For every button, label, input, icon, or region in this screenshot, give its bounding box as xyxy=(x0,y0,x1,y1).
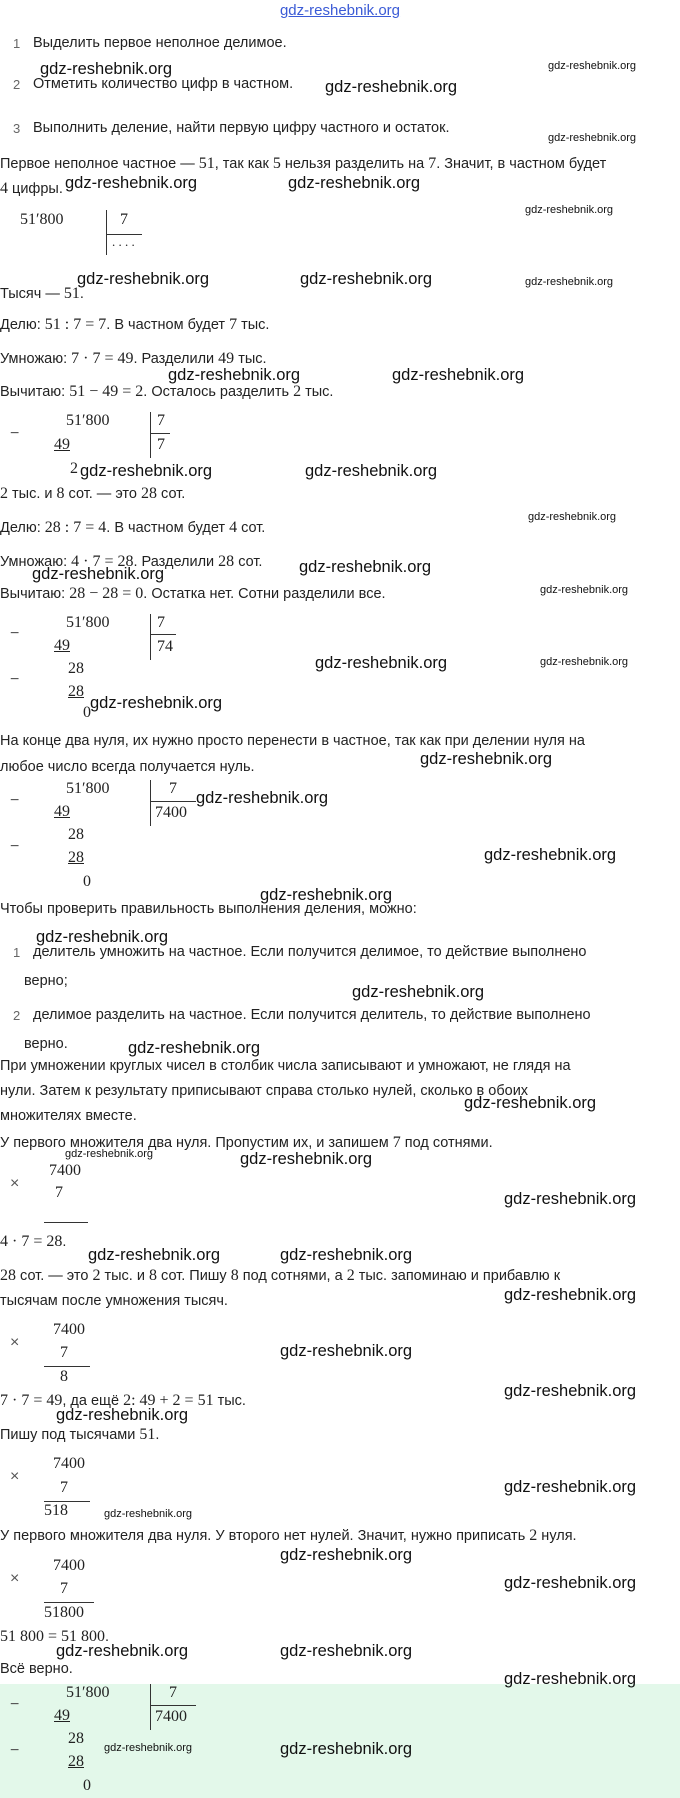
watermark: gdz-reshebnik.org xyxy=(128,1039,261,1057)
watermark: gdz-reshebnik.org xyxy=(260,886,393,904)
watermark: gdz-reshebnik.org xyxy=(315,654,448,672)
step-text: Выполнить деление, найти первую цифру частного и остаток. xyxy=(33,120,450,136)
watermark: gdz-reshebnik.org xyxy=(528,511,617,523)
division-bar xyxy=(150,412,151,458)
watermark: gdz-reshebnik.org xyxy=(32,565,165,583)
paragraph-line: Первое неполное частное — 51, так как 5 нельзя разделить на 7. Значит, в частном будет xyxy=(0,155,607,172)
text-line: Всё верно. xyxy=(0,1661,73,1677)
watermark: gdz-reshebnik.org xyxy=(36,928,169,946)
watermark: gdz-reshebnik.org xyxy=(540,584,629,596)
watermark: gdz-reshebnik.org xyxy=(80,462,213,480)
list-number: 1 xyxy=(13,945,21,960)
watermark: gdz-reshebnik.org xyxy=(280,1642,413,1660)
paragraph-line: 28 сот. — это 2 тыс. и 8 сот. Пишу 8 под сотнями, а 2 тыс. запоминаю и прибавлю к xyxy=(0,1267,561,1284)
watermark: gdz-reshebnik.org xyxy=(65,174,198,192)
product: 518 xyxy=(44,1502,68,1519)
step-text: Выделить первое неполное делимое. xyxy=(33,35,287,51)
list-item: делитель умножить на частное. Если получится делимое, то действие выполнено xyxy=(33,944,587,960)
dividend: 51′800 xyxy=(20,211,64,228)
paragraph-line: На конце два нуля, их нужно просто перенести в частное, так как при делении нуля на xyxy=(0,733,585,749)
multiplicand: 7400 xyxy=(53,1455,85,1472)
remainder: 0 xyxy=(83,704,91,721)
watermark: gdz-reshebnik.org xyxy=(325,78,458,96)
watermark: gdz-reshebnik.org xyxy=(525,204,614,216)
text-line: 2 тыс. и 8 сот. — это 28 сот. xyxy=(0,485,186,502)
watermark: gdz-reshebnik.org xyxy=(77,270,210,288)
minus-sign: − xyxy=(10,425,20,442)
intermediate: 28 xyxy=(68,660,84,677)
step-text: Отметить количество цифр в частном. xyxy=(33,76,294,92)
remainder: 0 xyxy=(83,873,91,890)
multiplier: 7 xyxy=(60,1344,68,1361)
division-line xyxy=(150,1705,196,1706)
multiply-sign: × xyxy=(10,1468,20,1485)
text-line: Пишу под тысячами 51. xyxy=(0,1426,160,1443)
divisor: 7 xyxy=(169,780,177,797)
subtrahend: 49 xyxy=(54,1707,70,1724)
multiply-sign: × xyxy=(10,1175,20,1192)
watermark: gdz-reshebnik.org xyxy=(504,1478,637,1496)
paragraph-line: тысячам после умножения тысяч. xyxy=(0,1293,228,1309)
watermark: gdz-reshebnik.org xyxy=(280,1740,413,1758)
quotient: 7 xyxy=(157,436,165,453)
text-line: Вычитаю: 51 − 49 = 2. Осталось разделить 2 тыс. xyxy=(0,383,334,400)
multiplicand: 7400 xyxy=(49,1162,81,1179)
dividend: 51′800 xyxy=(66,780,110,797)
watermark: gdz-reshebnik.org xyxy=(540,656,629,668)
watermark: gdz-reshebnik.org xyxy=(196,789,329,807)
list-item: верно; xyxy=(24,973,68,989)
equation: 4 · 7 = 28. xyxy=(0,1233,67,1250)
divisor: 7 xyxy=(157,614,165,631)
watermark: gdz-reshebnik.org xyxy=(504,1574,637,1592)
divisor: 7 xyxy=(157,412,165,429)
watermark: gdz-reshebnik.org xyxy=(504,1286,637,1304)
dividend: 51′800 xyxy=(66,412,110,429)
watermark: gdz-reshebnik.org xyxy=(65,1148,154,1160)
minus-sign: − xyxy=(10,792,20,809)
multiplicand: 7400 xyxy=(53,1557,85,1574)
paragraph-line: У первого множителя два нуля. У второго нет нулей. Значит, нужно приписать 2 нуля. xyxy=(0,1527,577,1544)
watermark: gdz-reshebnik.org xyxy=(88,1246,221,1264)
watermark: gdz-reshebnik.org xyxy=(104,1508,193,1520)
subtrahend: 49 xyxy=(54,436,70,453)
watermark: gdz-reshebnik.org xyxy=(352,983,485,1001)
watermark: gdz-reshebnik.org xyxy=(300,270,433,288)
site-header-link[interactable]: gdz-reshebnik.org xyxy=(279,2,401,19)
quotient: 7400 xyxy=(155,804,187,821)
watermark: gdz-reshebnik.org xyxy=(280,1546,413,1564)
text-line: Умножаю: 4 · 7 = 28. Разделили 28 сот. xyxy=(0,553,263,570)
divisor: 7 xyxy=(169,1684,177,1701)
subtrahend: 28 xyxy=(68,1753,84,1770)
minus-sign: − xyxy=(10,625,20,642)
text-line: Тысяч — 51. xyxy=(0,285,84,302)
text-line: Делю: 28 : 7 = 4. В частном будет 4 сот. xyxy=(0,519,266,536)
minus-sign: − xyxy=(10,838,20,855)
multiply-sign: × xyxy=(10,1570,20,1587)
subtrahend: 28 xyxy=(68,683,84,700)
remainder: 2 xyxy=(70,460,78,477)
list-item: верно. xyxy=(24,1036,68,1052)
subtrahend: 49 xyxy=(54,803,70,820)
multiplier: 7 xyxy=(55,1184,63,1201)
watermark: gdz-reshebnik.org xyxy=(40,60,173,78)
watermark: gdz-reshebnik.org xyxy=(280,1342,413,1360)
dividend: 51′800 xyxy=(66,614,110,631)
product: 8 xyxy=(60,1368,68,1385)
minus-sign: − xyxy=(10,671,20,688)
quotient: . . . . xyxy=(112,234,135,249)
paragraph-line: множителях вместе. xyxy=(0,1108,137,1124)
division-line xyxy=(150,801,196,802)
text-line: Делю: 51 : 7 = 7. В частном будет 7 тыс. xyxy=(0,316,270,333)
dividend: 51′800 xyxy=(66,1684,110,1701)
subtrahend: 49 xyxy=(54,637,70,654)
division-line xyxy=(150,433,170,434)
equation: 7 · 7 = 49, да ещё 2: 49 + 2 = 51 тыс. xyxy=(0,1392,246,1409)
remainder: 0 xyxy=(83,1777,91,1794)
watermark: gdz-reshebnik.org xyxy=(104,1742,193,1754)
multiply-sign: × xyxy=(10,1334,20,1351)
watermark: gdz-reshebnik.org xyxy=(504,1190,637,1208)
watermark: gdz-reshebnik.org xyxy=(420,750,553,768)
watermark: gdz-reshebnik.org xyxy=(168,366,301,384)
paragraph-line: Чтобы проверить правильность выполнения деления, можно: xyxy=(0,901,417,917)
intermediate: 28 xyxy=(68,1730,84,1747)
multiply-line xyxy=(44,1222,88,1223)
watermark: gdz-reshebnik.org xyxy=(90,694,223,712)
watermark: gdz-reshebnik.org xyxy=(56,1642,189,1660)
watermark: gdz-reshebnik.org xyxy=(305,462,438,480)
step-number: 2 xyxy=(13,77,21,92)
division-bar xyxy=(150,780,151,826)
watermark: gdz-reshebnik.org xyxy=(525,276,614,288)
step-number: 3 xyxy=(13,121,21,136)
multiply-line xyxy=(44,1366,90,1367)
subtrahend: 28 xyxy=(68,849,84,866)
paragraph-line: При умножении круглых чисел в столбик числа записывают и умножают, не глядя на xyxy=(0,1058,571,1074)
paragraph-line: любое число всегда получается нуль. xyxy=(0,759,255,775)
watermark: gdz-reshebnik.org xyxy=(548,60,637,72)
paragraph-line: У первого множителя два нуля. Пропустим их, и запишем 7 под сотнями. xyxy=(0,1134,493,1151)
minus-sign: − xyxy=(10,1742,20,1759)
division-bar xyxy=(106,210,107,255)
text-line: Умножаю: 7 · 7 = 49. Разделили 49 тыс. xyxy=(0,350,267,367)
quotient: 7400 xyxy=(155,1708,187,1725)
multiply-line xyxy=(44,1602,94,1603)
multiplier: 7 xyxy=(60,1479,68,1496)
equation: 51 800 = 51 800. xyxy=(0,1628,110,1645)
multiplicand: 7400 xyxy=(53,1321,85,1338)
paragraph-line: 4 цифры. xyxy=(0,180,63,197)
division-line xyxy=(150,634,176,635)
watermark: gdz-reshebnik.org xyxy=(240,1150,373,1168)
paragraph-line: нули. Затем к результату приписывают справа столько нулей, сколько в обоих xyxy=(0,1083,529,1099)
watermark: gdz-reshebnik.org xyxy=(280,1246,413,1264)
intermediate: 28 xyxy=(68,826,84,843)
watermark: gdz-reshebnik.org xyxy=(464,1094,597,1112)
watermark: gdz-reshebnik.org xyxy=(504,1382,637,1400)
minus-sign: − xyxy=(10,1696,20,1713)
list-item: делимое разделить на частное. Если получится делитель, то действие выполнено xyxy=(33,1007,591,1023)
watermark: gdz-reshebnik.org xyxy=(548,132,637,144)
watermark: gdz-reshebnik.org xyxy=(504,1670,637,1688)
text-line: Вычитаю: 28 − 28 = 0. Остатка нет. Сотни разделили все. xyxy=(0,585,386,602)
step-number: 1 xyxy=(13,36,21,51)
division-bar xyxy=(150,1684,151,1730)
divisor: 7 xyxy=(120,211,128,228)
watermark: gdz-reshebnik.org xyxy=(392,366,525,384)
list-number: 2 xyxy=(13,1008,21,1023)
multiplier: 7 xyxy=(60,1580,68,1597)
watermark: gdz-reshebnik.org xyxy=(484,846,617,864)
quotient: 74 xyxy=(157,638,173,655)
watermark: gdz-reshebnik.org xyxy=(299,558,432,576)
product: 51800 xyxy=(44,1604,84,1621)
watermark: gdz-reshebnik.org xyxy=(56,1406,189,1424)
watermark: gdz-reshebnik.org xyxy=(288,174,421,192)
division-bar xyxy=(150,614,151,660)
